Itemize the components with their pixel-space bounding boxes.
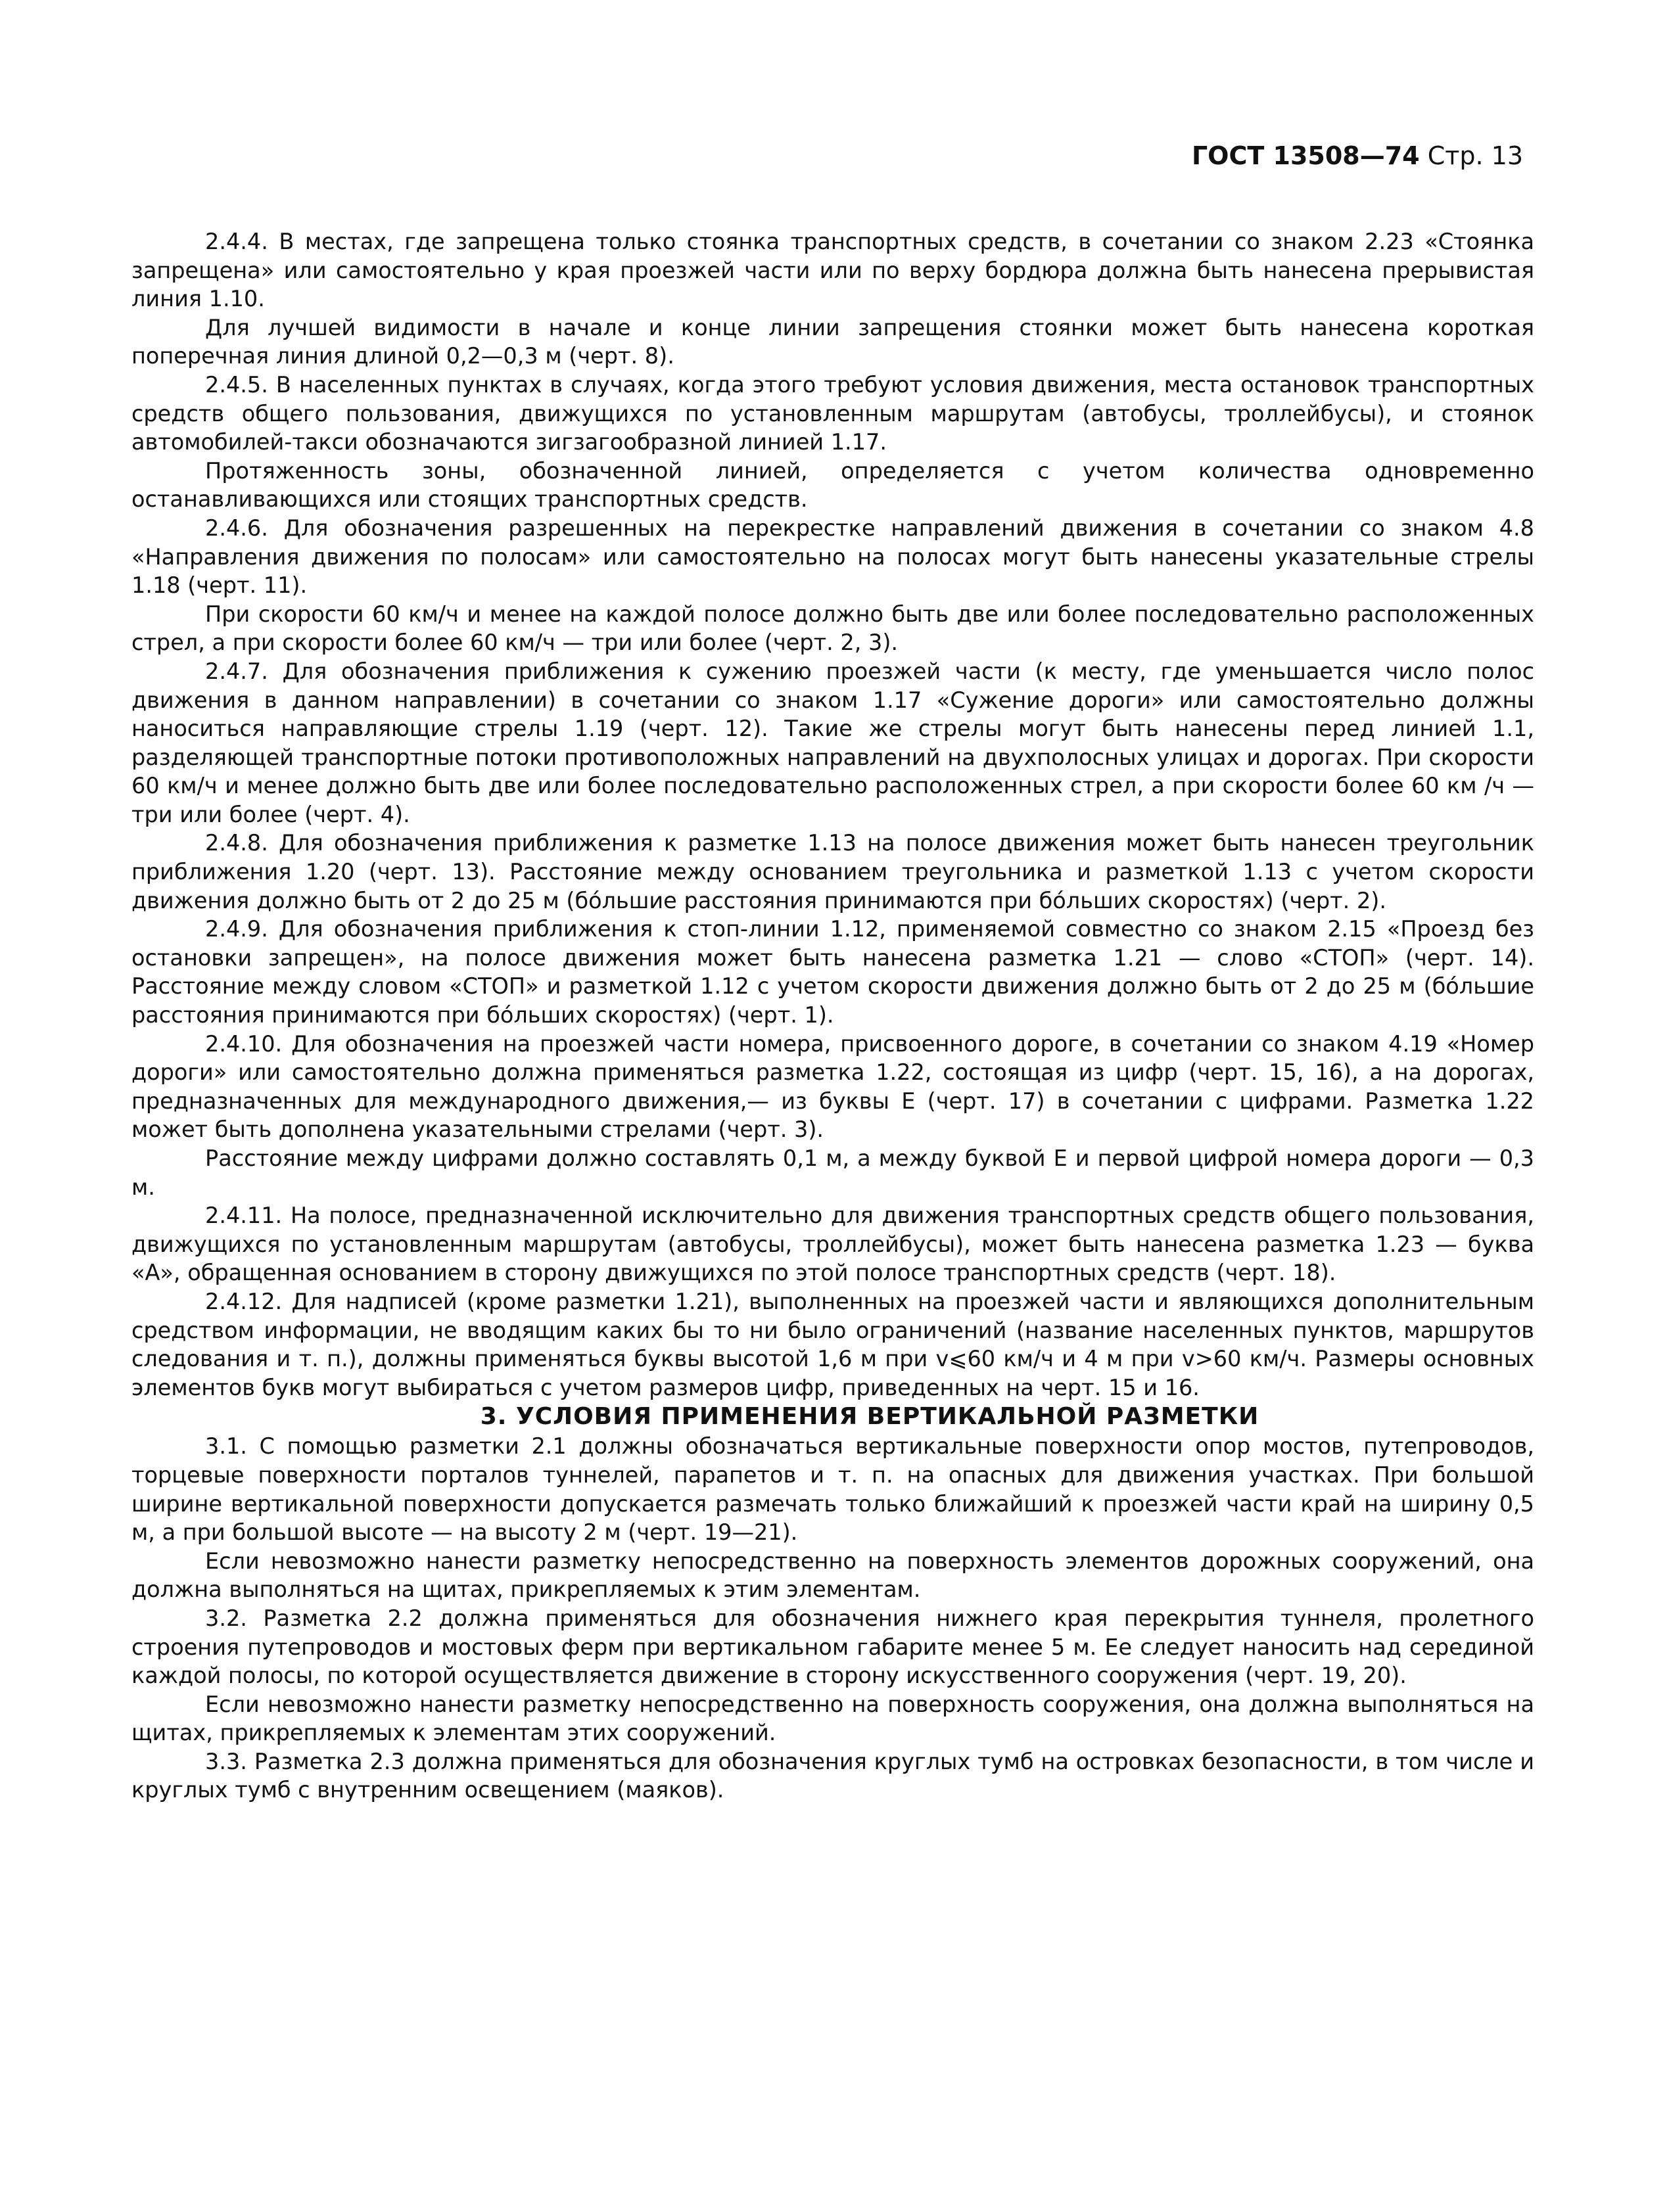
paragraph: Протяженность зоны, обозначенной линией, определяется с учетом количества одновременно останавливающихся или стоящих транспортных средств. [131, 457, 1534, 513]
paragraph: При скорости 60 км/ч и менее на каждой полосе должно быть две или более последовательно расположенных стрел, а при скорости более 60 км/ч — три или более (черт. 2, 3). [131, 601, 1534, 656]
paragraph-2-4-8: 2.4.8. Для обозначения приближения к разметке 1.13 на полосе движения может быть нанесен треугольник приближения 1.20 (черт. 13). Расстояние между основанием треугольника и разметкой 1.13 с учетом скорости движения должно быть от 2 до 25 м (бóльшие расстояния принимаются при бóльших скоростях) (черт. 2). [131, 830, 1534, 913]
paragraph-2-4-10: 2.4.10. Для обозначения на проезжей части номера, присвоенного дороге, в сочетании со знаком 4.19 «Номер дороги» или самостоятельно должна применяться разметка 1.22, состоящая из цифр (черт. 15, 16), а на дорогах, предназначенных для международного движения,— из буквы Е (черт. 17) в сочетании с цифрами. Разметка 1.22 может быть дополнена указательными стрелами (черт. 3). [131, 1030, 1534, 1143]
standard-number: ГОСТ 13508—74 [1191, 141, 1420, 170]
paragraph-2-4-11: 2.4.11. На полосе, предназначенной исключительно для движения транспортных средств общего пользования, движущихся по установленным маршрутам (автобусы, троллейбусы), может быть нанесена разметка 1.23 — буква «А», обращенная основанием в сторону движущихся по этой полосе транспортных средств (черт. 18). [131, 1203, 1534, 1286]
paragraph: Расстояние между цифрами должно составлять 0,1 м, а между буквой Е и первой цифрой номера дороги — 0,3 м. [131, 1145, 1534, 1200]
paragraph-3-2: 3.2. Разметка 2.2 должна применяться для обозначения нижнего края перекрытия туннеля, пролетного строения путепроводов и мостовых ферм при вертикальном габарите менее 5 м. Ее следует наносить над серединой каждой полосы, по которой осуществляется движение в сторону искусственного сооружения (черт. 19, 20). [131, 1605, 1534, 1689]
paragraph: Если невозможно нанести разметку непосредственно на поверхность сооружения, она должна выполняться на щитах, прикрепляемых к элементам этих сооружений. [131, 1691, 1534, 1746]
paragraph-2-4-9: 2.4.9. Для обозначения приближения к стоп-линии 1.12, применяемой совместно со знаком 2.15 «Проезд без остановки запрещен», на полосе движения может быть нанесена разметка 1.21 — слово «СТОП» (черт. 14). Расстояние между словом «СТОП» и разметкой 1.12 с учетом скорости движения должно быть от 2 до 25 м (бóльшие расстояния принимаются при бóльших скоростях) (черт. 1). [131, 916, 1534, 1028]
paragraph-3-1: 3.1. С помощью разметки 2.1 должны обозначаться вертикальные поверхности опор мостов, путепроводов, торцевые поверхности порталов туннелей, парапетов и т. п. на опасных для движения участках. При большой ширине вертикальной поверхности допускается размечать только ближайший к проезжей части край на ширину 0,5 м, а при большой высоте — на высоту 2 м (черт. 19—21). [131, 1433, 1534, 1546]
paragraph-2-4-7: 2.4.7. Для обозначения приближения к сужению проезжей части (к месту, где уменьшается число полос движения в данном направлении) в сочетании со знаком 1.17 «Сужение дороги» или самостоятельно должны наноситься направляющие стрелы 1.19 (черт. 12). Такие же стрелы могут быть нанесены перед линией 1.1, разделяющей транспортные потоки противоположных направлений на двухполосных улицах и дорогах. При скорости 60 км/ч и менее должно быть две или более последовательно расположенных стрел, а при скорости более 60 км /ч — три или более (черт. 4). [131, 658, 1534, 827]
paragraph-2-4-12: 2.4.12. Для надписей (кроме разметки 1.21), выполненных на проезжей части и являющихся дополнительным средством информации, не вводящим каких бы то ни было ограничений (название населенных пунктов, маршрутов следования и т. п.), должны применяться буквы высотой 1,6 м при v⩽60 км/ч и 4 м при v>60 км/ч. Размеры основных элементов букв могут выбираться с учетом размеров цифр, приведенных на черт. 15 и 16. [131, 1288, 1534, 1400]
document-body [131, 227, 1534, 1805]
paragraph-2-4-6: 2.4.6. Для обозначения разрешенных на перекрестке направлений движения в сочетании со знаком 4.8 «Направления движения по полосам» или самостоятельно на полосах могут быть нанесены указательные стрелы 1.18 (черт. 11). [131, 515, 1534, 599]
page-number: Стр. 13 [1427, 141, 1523, 170]
paragraph-3-3: 3.3. Разметка 2.3 должна применяться для обозначения круглых тумб на островках безопасности, в том числе и круглых тумб с внутренним освещением (маяков). [131, 1748, 1534, 1803]
paragraph: Если невозможно нанести разметку непосредственно на поверхность элементов дорожных сооружений, она должна выполняться на щитах, прикрепляемых к этим элементам. [131, 1548, 1534, 1603]
paragraph: Для лучшей видимости в начале и конце линии запрещения стоянки может быть нанесена короткая поперечная линия длиной 0,2—0,3 м (черт. 8). [131, 314, 1534, 369]
section-title: 3. УСЛОВИЯ ПРИМЕНЕНИЯ ВЕРТИКАЛЬНОЙ РАЗМЕТКИ [480, 1403, 1259, 1431]
paragraph-2-4-5: 2.4.5. В населенных пунктах в случаях, когда этого требуют условия движения, места остановок транспортных средств общего пользования, движущихся по установленным маршрутам (автобусы, троллейбусы), и стоянок автомобилей-такси обозначаются зигзагообразной линией 1.17. [131, 371, 1534, 455]
running-header [1192, 141, 1523, 171]
paragraph-2-4-4: 2.4.4. В местах, где запрещена только стоянка транспортных средств, в сочетании со знаком 2.23 «Стоянка запрещена» или самостоятельно у края проезжей части или по верху бордюра должна быть нанесена прерывистая линия 1.10. [131, 229, 1534, 312]
